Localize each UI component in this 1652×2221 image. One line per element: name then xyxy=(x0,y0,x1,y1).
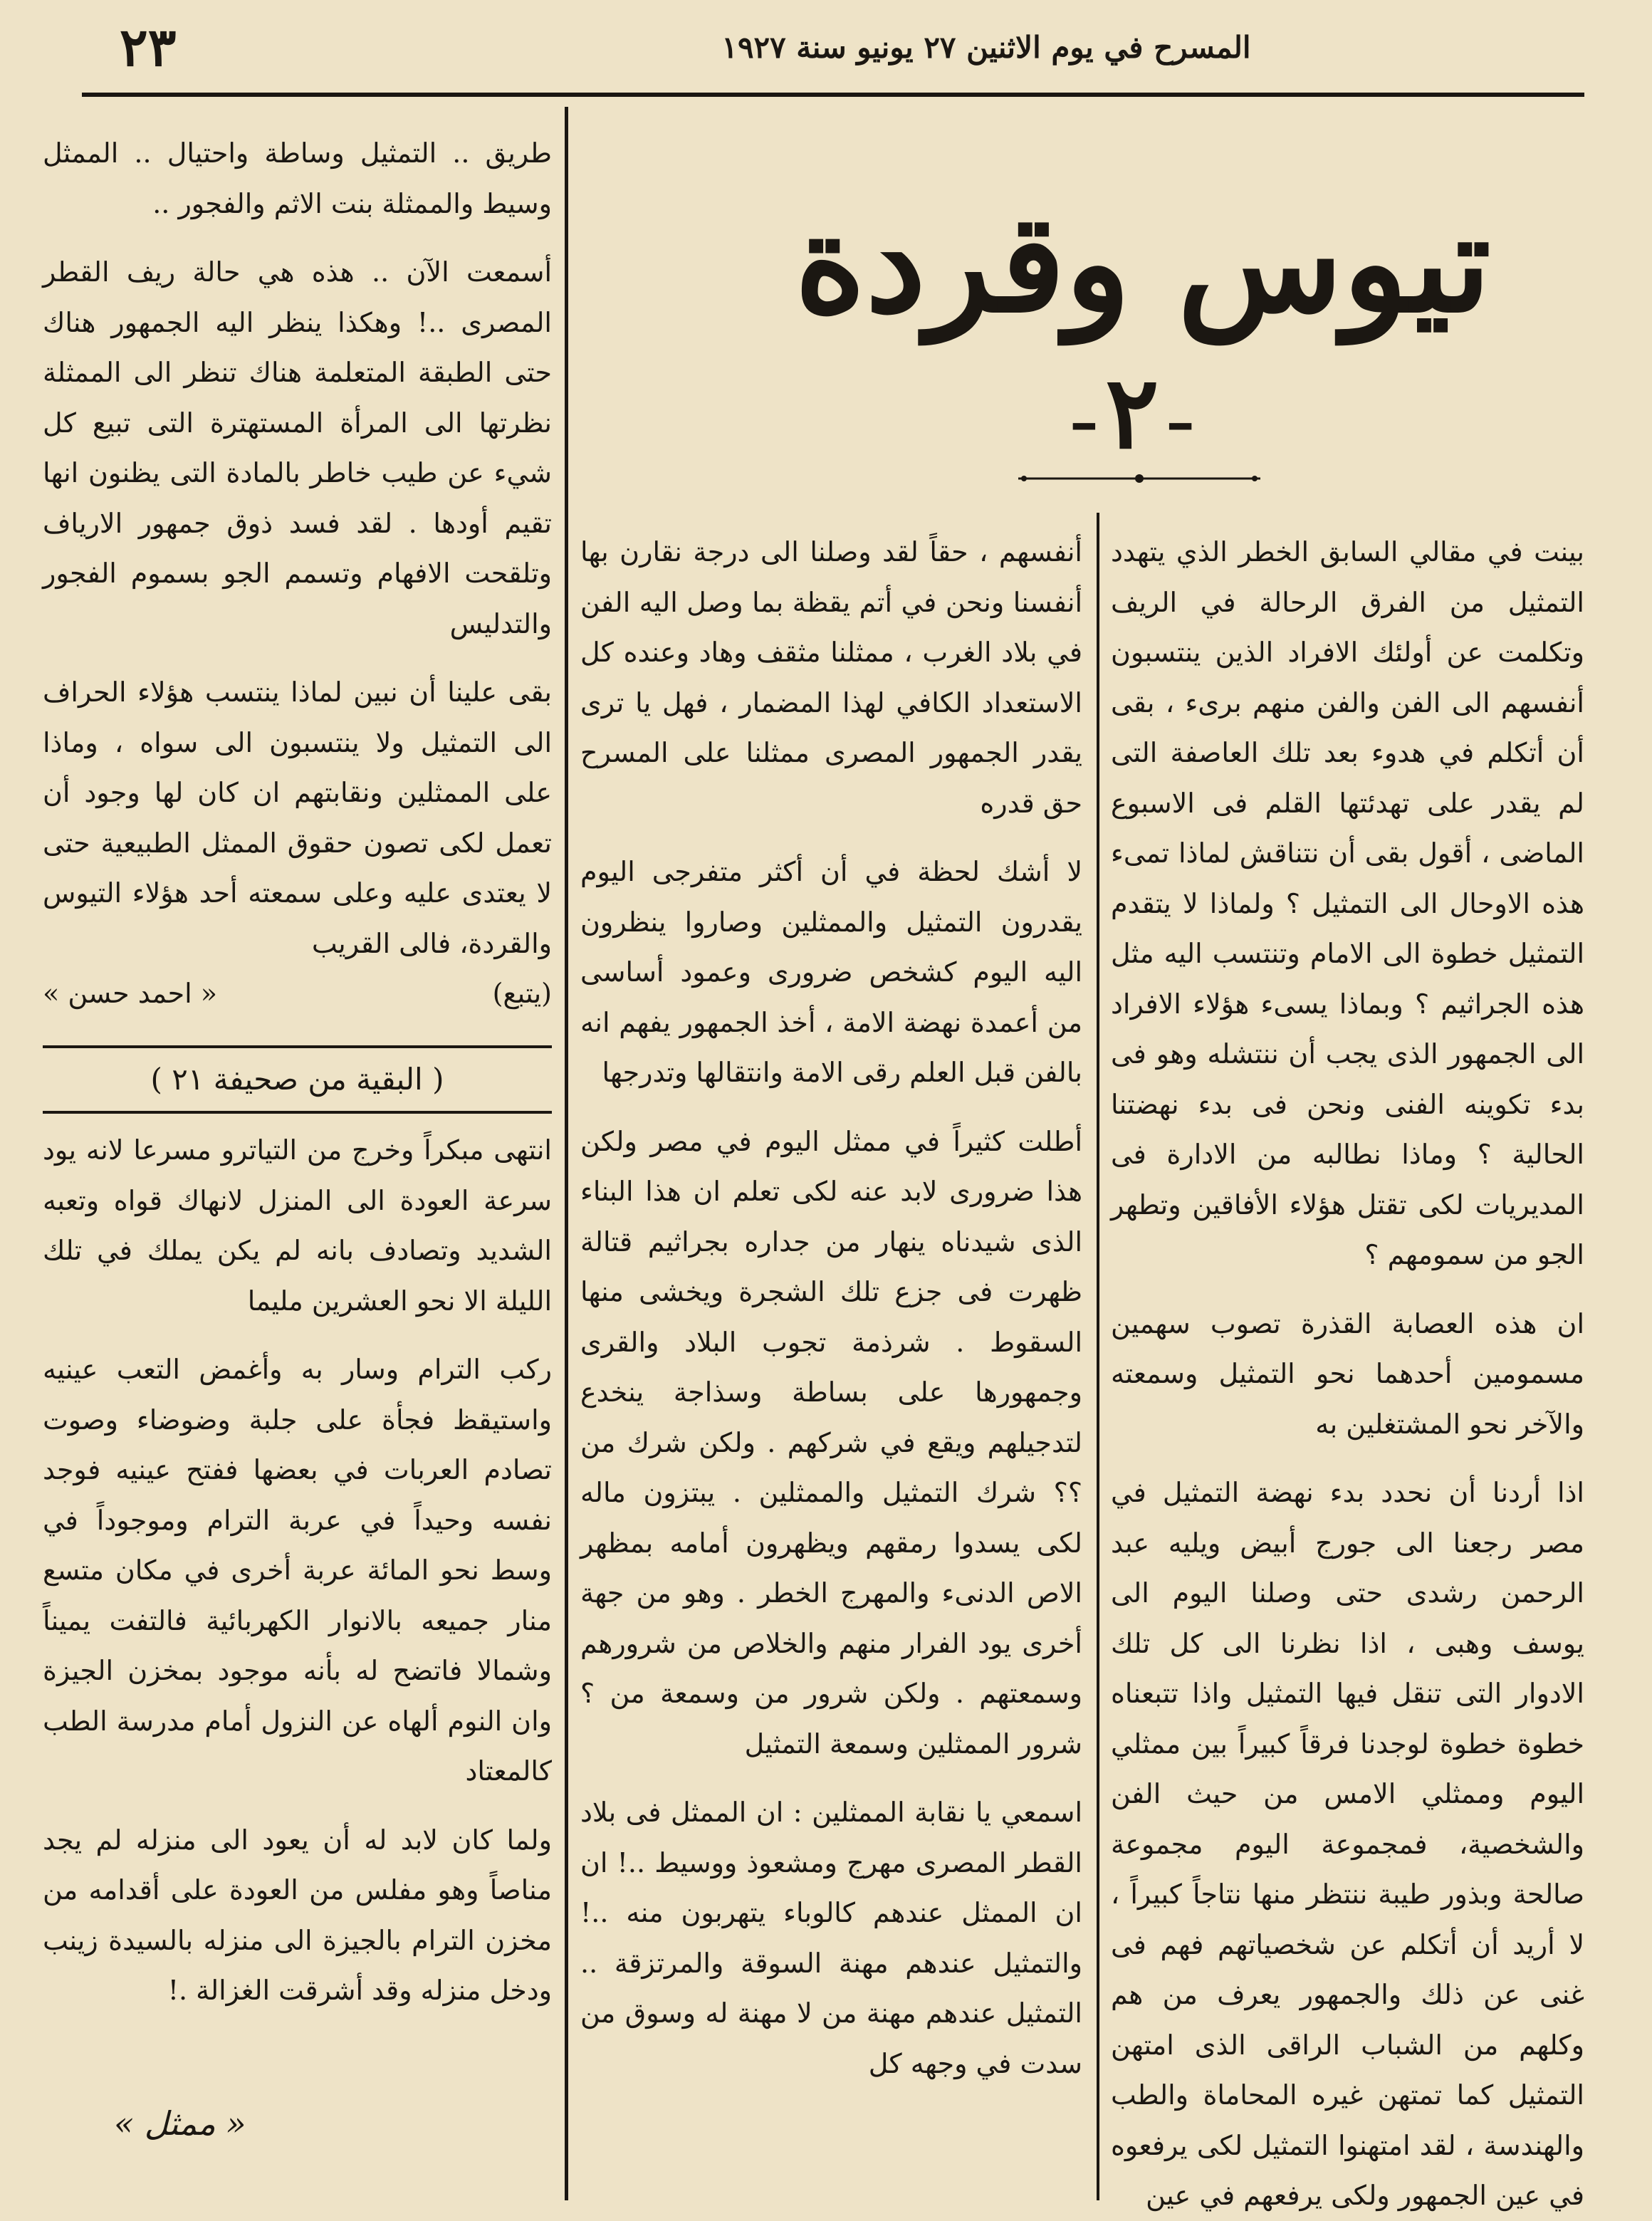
article-signoff xyxy=(43,968,552,1018)
article-title: تيوس وقردة xyxy=(794,184,1492,343)
continuation-rule-top xyxy=(43,1045,552,1048)
article-paragraph: اذا أردنا أن نحدد بدء نهضة التمثيل في مصر رجعنا الى جورج أبيض ويليه عبد الرحمن رشدى حتى وصلنا اليوم الى يوسف وهبى ، اذا نظرنا الى كل تلك الادوار التى تنقل فيها التمثيل واذا تتبعناه خطوة خطوة لوجدنا فرقاً كبيراً بين ممثلي اليوم وممثلي الامس من حيث الفن والشخصية، فمجموعة اليوم مجموعة صالحة وبذور طيبة ننتظر منها نتاجاً كبيراً ، لا أريد أن أتكلم عن شخصياتهم فهم فى غنى عن ذلك والجمهور يعرف من هم وكلهم من الشباب الراقى الذى امتهن التمثيل كما تمتهن غيره المحاماة والطب والهندسة ، لقد امتهنوا التمثيل لكى يرفعوه في عين الجمهور ولكى يرفعهم في عين xyxy=(1111,1477,1584,2211)
article-paragraph: ان هذه العصابة القذرة تصوب سهمين مسمومين أحدهما نحو التمثيل وسمعته والآخر نحو المشتغلين به xyxy=(1111,1307,1584,1440)
continuation-rule-bottom xyxy=(43,1111,552,1114)
column-rule-left xyxy=(565,107,568,2200)
continued-note: (يتبع) xyxy=(492,978,552,1009)
continuation-paragraph: ولما كان لابد له أن يعود الى منزله لم يجد مناصاً وهو مفلس من العودة على أقدامه من مخزن الترام بالجيزة الى منزله بالسيدة زينب ودخل منزله وقد أشرقت الغزالة .! xyxy=(43,1824,552,2006)
article-paragraph: لا أشك لحظة في أن أكثر متفرجى اليوم يقدرون التمثيل والممثلين وصاروا ينظرون اليه اليوم كشخص ضرورى وعمود أساسى من أعمدة نهضة الامة ، أخذ الجمهور يفهم انه بالفن قبل العلم رقى الامة وانتقالها وتدرجها xyxy=(580,856,1082,1088)
continuation-column xyxy=(43,1125,552,2016)
author-name: « احمد حسن » xyxy=(43,978,218,1009)
continuation-signature: « ممثل » xyxy=(114,2104,246,2143)
part-dash-right: – xyxy=(1070,387,1099,455)
article-paragraph: بينت في مقالي السابق الخطر الذي يتهدد التمثيل من الفرق الرحالة في الريف وتكلمت عن أولئك الافراد الذين ينتسبون أنفسهم الى الفن والفن منهم برىء ، بقى أن أتكلم في هدوء بعد تلك العاصفة التى لم يقدر على تهدئتها القلم فى الاسبوع الماضى ، أقول بقى أن نتناقش لماذا تمىء هذه الاوحال الى التمثيل ؟ ولماذا لا يتقدم التمثيل خطوة الى الامام وتنتسب اليه مثل هذه الجراثيم ؟ وبماذا يسىء هؤلاء الافراد الى الجمهور الذى يجب أن ننتشله وهو فى بدء تكوينه الفنى ونحن فى بدء نهضتنا الحالية ؟ وماذا نطالبه من الادارة فى المديريات لكى تقتل هؤلاء الأفاقين وتطهر الجو من سمومهم ؟ xyxy=(1111,536,1584,1270)
article-paragraph: أنفسهم ، حقاً لقد وصلنا الى درجة نقارن بها أنفسنا ونحن في أتم يقظة بما وصل اليه الفن في بلاد الغرب ، ممثلنا مثقف وهاد وعنده كل الاستعداد الكافي لهذا المضمار ، فهل يا ترى يقدر الجمهور المصرى ممثلنا على المسرح حق قدره xyxy=(580,536,1082,819)
part-number-text: ٢ xyxy=(1105,355,1159,471)
article-column-right xyxy=(1111,527,1584,2221)
header-rule xyxy=(82,93,1584,97)
article-paragraph: أطلت كثيراً في ممثل اليوم في مصر ولكن هذا ضرورى لابد عنه لكى تعلم ان هذا البناء الذى شيدناه ينهار من جداره بجراثيم قتالة ظهرت فى جزع تلك الشجرة ويخشى منها السقوط . شرذمة تجوب البلاد والقرى وجمهورها على بساطة وسذاجة ينخدع لتدجيلهم ويقع في شركهم . ولكن شرك من ؟؟ شرك التمثيل والممثلين . يبتزون ماله لكى يسدوا رمقهم ويظهرون أمامه بمظهر الاص الدنىء والمهرج الخطر . وهو من جهة أخرى يود الفرار منهم والخلاص من شرورهم وسمعتهم . ولكن شرور من وسمعة من ؟ شرور الممثلين وسمعة التمثيل xyxy=(580,1125,1082,1760)
part-number xyxy=(1018,355,1246,471)
part-dash-left: – xyxy=(1166,387,1195,455)
page-number: ٢٣ xyxy=(120,17,177,78)
article-paragraph: طريق .. التمثيل وساطة واحتيال .. الممثل وسيط والممثلة بنت الاثم والفجور .. xyxy=(43,137,552,219)
continuation-paragraph: ركب الترام وسار به وأغمض التعب عينيه واستيقظ فجأة على جلبة وضوضاء وصوت تصادم العربات في بعضها ففتح عينيه فوجد نفسه وحيداً في عربة الترام وموجوداً في وسط نحو المائة عربة أخرى في مكان متسع منار جميعه بالانوار الكهربائية فالتفت يميناً وشمالا فاتضح له بأنه موجود بمخزن الجيزة وان النوم ألهاه عن النزول أمام مدرسة الطب كالمعتاد xyxy=(43,1354,552,1787)
article-paragraph: أسمعت الآن .. هذه هي حالة ريف القطر المصرى ..! وهكذا ينظر اليه الجمهور هناك حتى الطبقة المتعلمة هناك تنظر الى الممثلة نظرتها الى المرأة المستهترة التى تبيع كل شيء عن طيب خاطر بالمادة التى يظنون انها تقيم أودها . لقد فسد ذوق جمهور الارياف وتلقحت الافهام وتسمم الجو بسموم الفجور والتدليس xyxy=(43,256,552,639)
column-rule-right xyxy=(1097,513,1099,2200)
continuation-paragraph: انتهى مبكراً وخرج من التياترو مسرعا لانه يود سرعة العودة الى المنزل لانهاك قواه وتعبه الشديد وتصادف بانه لم يكن يملك في تلك الليلة الا نحو العشرين مليما xyxy=(43,1134,552,1317)
article-paragraph: اسمعي يا نقابة الممثلين : ان الممثل فى بلاد القطر المصرى مهرج ومشعوذ ووسيط ..! ان ان الممثل عندهم كالوباء يتهربون منه ..! والتمثيل عندهم مهنة السوقة والمرتزقة .. التمثيل عندهم مهنة من لا مهنة له وسوق من سدت في وجهه كل xyxy=(580,1797,1082,2079)
article-column-left xyxy=(43,128,552,1018)
masthead-date-line: المسرح في يوم الاثنين ٢٧ يونيو سنة ١٩٢٧ xyxy=(721,30,1251,65)
article-paragraph: بقى علينا أن نبين لماذا ينتسب هؤلاء الحراف الى التمثيل ولا ينتسبون الى سواه ، وماذا على الممثلين ونقابتهم ان كان لها وجود أن تعمل لكى تصون حقوق الممثل الطبيعية حتى لا يعتدى عليه وعلى سمعته أحد هؤلاء التيوس والقردة، فالى القريب xyxy=(43,676,552,959)
article-column-middle xyxy=(580,527,1082,2089)
divider-ornament xyxy=(1018,474,1260,484)
continuation-title: ( البقية من صحيفة ٢١ ) xyxy=(150,1062,444,1097)
